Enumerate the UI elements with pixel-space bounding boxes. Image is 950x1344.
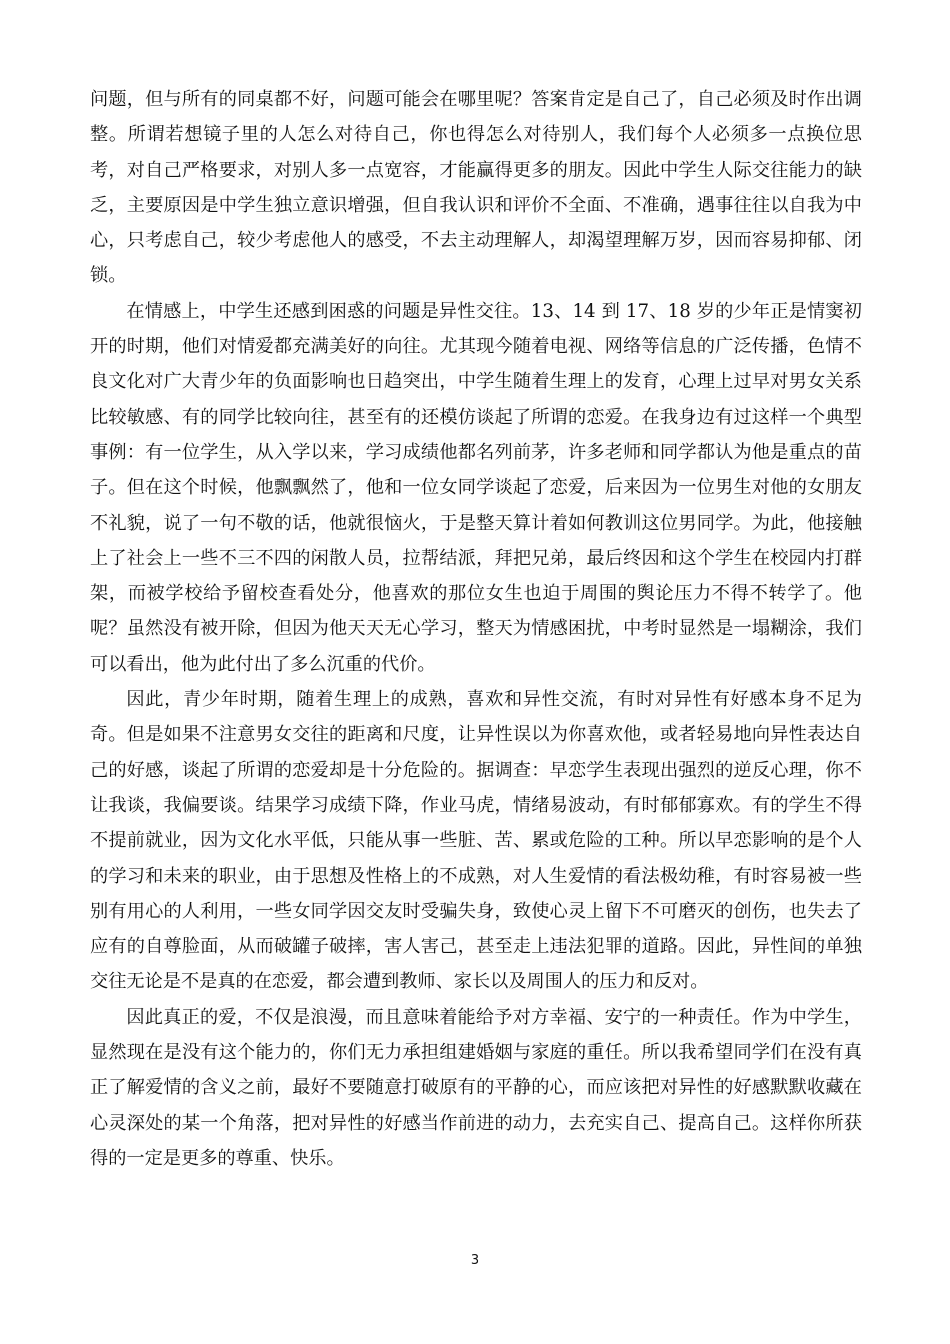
paragraph-opposite-sex-relations: 在情感上，中学生还感到困惑的问题是异性交往。13、14 到 17、18 岁的少年正是情窦初开的时期，他们对情爱都充满美好的向往。尤其现今随着电视、网络等信息的广泛传播，色情不良文化对广大青少年的负面影响也日趋突出，中学生随着生理上的发育，心理上过早对男女关系比较敏感、有的同学比较向往，甚至有的还模仿谈起了所谓的恋爱。在我身边有过这样一个典型事例：有一位学生，从入学以来，学习成绩他都名列前茅，许多老师和同学都认为他是重点的苗子。但在这个时候，他飘飘然了，他和一位女同学谈起了恋爱，后来因为一位男生对他的女朋友不礼貌，说了一句不敬的话，他就很恼火，于是整天算计着如何教训这位男同学。为此，他接触上了社会上一些不三不四的闲散人员，拉帮结派，拜把兄弟，最后终因和这个学生在校园内打群架，而被学校给予留校查看处分，他喜欢的那位女生也迫于周围的舆论压力不得不转学了。他呢？虽然没有被开除，但因为他天天无心学习，整天为情感困扰，中考时显然是一塌糊涂，我们可以看出，他为此付出了多么沉重的代价。 [90,300,862,675]
paragraph-continuation: 问题，但与所有的同桌都不好，问题可能会在哪里呢？答案肯定是自己了，自己必须及时作出调整。所谓若想镜子里的人怎么对待自己，你也得怎么对待别人，我们每个人必须多一点换位思考，对自己严格要求，对别人多一点宽容，才能赢得更多的朋友。因此中学生人际交往能力的缺乏，主要原因是中学生独立意识增强，但自我认识和评价不全面、不准确，遇事往往以自我为中心，只考虑自己，较少考虑他人的感受，不去主动理解人，却渴望理解万岁，因而容易抑郁、闭锁。 [90,89,862,287]
document-body [90,82,862,1176]
paragraph-true-love-responsibility: 因此真正的爱，不仅是浪漫，而且意味着能给予对方幸福、安宁的一种责任。作为中学生，显然现在是没有这个能力的，你们无力承担组建婚姻与家庭的重任。所以我希望同学们在没有真正了解爱情的含义之前，最好不要随意打破原有的平静的心，而应该把对异性的好感默默收藏在心灵深处的某一个角落，把对异性的好感当作前进的动力，去充实自己、提高自己。这样你所获得的一定是更多的尊重、快乐。 [90,1006,862,1169]
paragraph-early-romance-risks: 因此，青少年时期，随着生理上的成熟，喜欢和异性交流，有时对异性有好感本身不足为奇。但是如果不注意男女交往的距离和尺度，让异性误以为你喜欢他，或者轻易地向异性表达自己的好感，谈起了所谓的恋爱却是十分危险的。据调查：早恋学生表现出强烈的逆反心理，你不让我谈，我偏要谈。结果学习成绩下降，作业马虎，情绪易波动，有时郁郁寡欢。有的学生不得不提前就业，因为文化水平低，只能从事一些脏、苦、累或危险的工种。所以早恋影响的是个人的学习和未来的职业，由于思想及性格上的不成熟，对人生爱情的看法极幼稚，有时容易被一些别有用心的人利用，一些女同学因交友时受骗失身，致使心灵上留下不可磨灭的创伤，也失去了应有的自尊脸面，从而破罐子破摔，害人害己，甚至走上违法犯罪的道路。因此，异性间的单独交往无论是不是真的在恋爱，都会遭到教师、家长以及周围人的压力和反对。 [90,689,862,993]
page-number: 3 [470,1253,480,1268]
